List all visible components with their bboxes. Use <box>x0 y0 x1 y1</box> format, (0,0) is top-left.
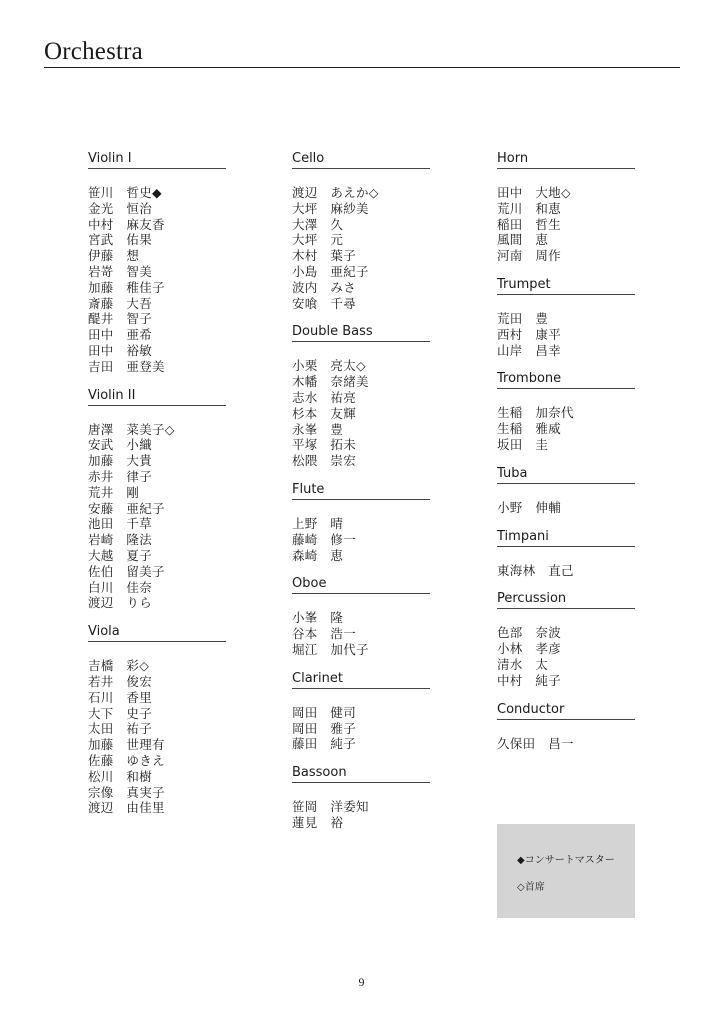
section-heading: Timpani <box>497 528 635 547</box>
member-name: 杉本 友輝 <box>292 405 357 421</box>
member-list <box>292 610 432 657</box>
section <box>497 465 637 516</box>
member-list <box>292 358 432 469</box>
member-list <box>497 185 637 264</box>
member-name: 中村 麻友香 <box>88 216 165 232</box>
section <box>292 323 432 469</box>
member-name: 小野 伸輔 <box>497 499 562 515</box>
member-name: 清水 太 <box>497 656 549 672</box>
member-list <box>497 405 637 452</box>
member-name: 蓮見 裕 <box>292 814 344 830</box>
member-name: 若井 俊宏 <box>88 673 153 689</box>
section-heading: Violin II <box>88 387 226 406</box>
member-name: 田中 裕敏 <box>88 342 153 358</box>
member-name: 堀江 加代子 <box>292 641 369 657</box>
section <box>88 387 228 612</box>
section <box>292 670 432 752</box>
member-list <box>292 185 432 311</box>
member-name: 生稲 雅威 <box>497 421 562 437</box>
member-name: 佐伯 留美子 <box>88 563 165 579</box>
member-name: 生稲 加奈代 <box>497 405 574 421</box>
section <box>497 528 637 579</box>
member-name: 石川 香里 <box>88 689 153 705</box>
member-name: 加藤 稚佳子 <box>88 279 165 295</box>
member-name: 西村 康平 <box>497 326 562 342</box>
section <box>497 276 637 358</box>
member-name: 加藤 大貴 <box>88 453 153 469</box>
section-heading: Horn <box>497 150 635 169</box>
member-name: 渡辺 あえか◇ <box>292 185 379 200</box>
page-title: Orchestra <box>44 38 143 65</box>
member-name: 安藤 亜紀子 <box>88 500 165 516</box>
member-name: 安喰 千尋 <box>292 295 357 311</box>
member-name: 松隈 崇宏 <box>292 453 357 469</box>
section-heading: Conductor <box>497 701 635 720</box>
section <box>292 481 432 563</box>
member-list <box>292 705 432 752</box>
member-name: 荒井 剛 <box>88 484 140 500</box>
title-rule <box>44 67 680 68</box>
section-heading: Clarinet <box>292 670 430 689</box>
section <box>292 150 432 311</box>
member-name: 荒川 和恵 <box>497 200 562 216</box>
member-name: 金光 恒治 <box>88 200 153 216</box>
section-heading: Cello <box>292 150 430 169</box>
section-heading: Flute <box>292 481 430 500</box>
member-name: 池田 千草 <box>88 516 153 532</box>
member-name: 太田 祐子 <box>88 721 153 737</box>
member-name: 谷本 浩一 <box>292 626 357 642</box>
member-name: 小林 孝彦 <box>497 641 562 657</box>
member-name: 波内 みさ <box>292 279 357 295</box>
member-name: 岩嵜 智美 <box>88 263 153 279</box>
member-name: 田中 亜希 <box>88 327 153 343</box>
column-brass-percussion <box>497 150 637 763</box>
member-name: 宗像 真実子 <box>88 784 165 800</box>
page-number: 9 <box>358 975 365 989</box>
member-name: 大澤 久 <box>292 216 344 232</box>
member-name: 木幡 奈緒美 <box>292 374 369 390</box>
member-list <box>88 658 228 816</box>
member-name: 渡辺 由佳里 <box>88 800 165 816</box>
member-name: 永峯 豊 <box>292 421 344 437</box>
member-list <box>497 563 637 579</box>
section <box>497 370 637 452</box>
member-name: 笹川 哲史◆ <box>88 185 162 200</box>
member-name: 色部 奈波 <box>497 625 562 641</box>
member-name: 岡田 健司 <box>292 704 357 720</box>
member-name: 平塚 拓未 <box>292 437 357 453</box>
member-list <box>88 185 228 375</box>
section-heading: Violin I <box>88 150 226 169</box>
member-name: 伊藤 想 <box>88 248 140 264</box>
member-name: 宮武 佑果 <box>88 232 153 248</box>
member-name: 安武 小織 <box>88 437 153 453</box>
section-heading: Double Bass <box>292 323 430 342</box>
member-name: 森崎 恵 <box>292 547 344 563</box>
member-name: 吉田 亜登美 <box>88 358 165 374</box>
member-name: 笹岡 洋委知 <box>292 799 369 815</box>
member-list <box>292 516 432 563</box>
member-name: 大下 史子 <box>88 705 153 721</box>
member-name: 岩崎 隆法 <box>88 532 153 548</box>
member-name: 大越 夏子 <box>88 547 153 563</box>
section-heading: Tuba <box>497 465 635 484</box>
member-name: 坂田 圭 <box>497 436 549 452</box>
member-name: 山岸 昌幸 <box>497 342 562 358</box>
member-list <box>497 625 637 688</box>
member-name: 唐澤 菜美子◇ <box>88 421 175 437</box>
member-name: 藤田 純子 <box>292 736 357 752</box>
member-name: 赤井 律子 <box>88 468 153 484</box>
legend-concertmaster: ◆コンサートマスター <box>517 855 615 866</box>
column-strings <box>88 150 228 828</box>
member-name: 醍井 智子 <box>88 311 153 327</box>
member-list <box>497 500 637 516</box>
section-heading: Trombone <box>497 370 635 389</box>
member-name: 東海林 直己 <box>497 562 574 578</box>
member-list <box>292 799 432 831</box>
section <box>497 150 637 264</box>
member-name: 小島 亜紀子 <box>292 263 369 279</box>
member-name: 久保田 昌一 <box>497 735 574 751</box>
member-list <box>497 311 637 358</box>
section-heading: Viola <box>88 623 226 642</box>
member-name: 加藤 世理有 <box>88 737 165 753</box>
section <box>88 623 228 816</box>
member-name: 河南 周作 <box>497 248 562 264</box>
member-name: 木村 葉子 <box>292 248 357 264</box>
member-name: 岡田 雅子 <box>292 720 357 736</box>
member-name: 佐藤 ゆきえ <box>88 752 165 768</box>
member-name: 松川 和樹 <box>88 768 153 784</box>
section-heading: Percussion <box>497 590 635 609</box>
member-name: 田中 大地◇ <box>497 185 571 200</box>
member-name: 藤崎 修一 <box>292 531 357 547</box>
member-name: 斎藤 大吾 <box>88 295 153 311</box>
member-name: 渡辺 りら <box>88 595 153 611</box>
member-name: 稲田 哲生 <box>497 216 562 232</box>
column-low-strings-woodwinds <box>292 150 432 843</box>
section-heading: Bassoon <box>292 764 430 783</box>
member-name: 中村 純子 <box>497 672 562 688</box>
member-name: 大坪 元 <box>292 232 344 248</box>
member-name: 小栗 亮太◇ <box>292 358 366 374</box>
section <box>292 575 432 657</box>
member-name: 志水 祐亮 <box>292 389 357 405</box>
member-name: 荒田 豊 <box>497 310 549 326</box>
member-name: 上野 晴 <box>292 515 344 531</box>
member-name: 小峯 隆 <box>292 610 344 626</box>
legend-box <box>497 824 635 918</box>
section <box>88 150 228 375</box>
member-name: 風間 恵 <box>497 232 549 248</box>
member-name: 吉橋 彩◇ <box>88 658 150 674</box>
member-name: 白川 佳奈 <box>88 579 153 595</box>
member-list <box>497 736 637 752</box>
section <box>292 764 432 831</box>
section <box>497 590 637 688</box>
member-list <box>88 422 228 612</box>
member-name: 大坪 麻紗美 <box>292 200 369 216</box>
section <box>497 701 637 752</box>
legend-principal: ◇首席 <box>517 882 545 893</box>
section-heading: Oboe <box>292 575 430 594</box>
section-heading: Trumpet <box>497 276 635 295</box>
